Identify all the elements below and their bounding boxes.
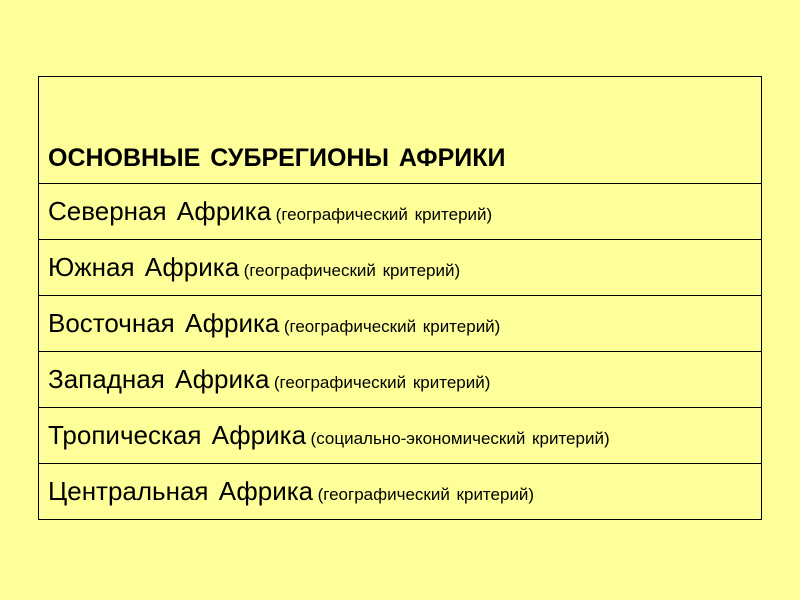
- region-name: Тропическая Африка: [48, 420, 307, 450]
- region-name: Северная Африка: [48, 196, 272, 226]
- subregions-table: [38, 76, 762, 520]
- table-row: [39, 352, 762, 408]
- table-cell: [39, 184, 762, 240]
- table-title: ОСНОВНЫЕ СУБРЕГИОНЫ АФРИКИ: [39, 77, 762, 184]
- table-cell: [39, 240, 762, 296]
- table-row: [39, 184, 762, 240]
- region-criterion: (социально-экономический критерий): [310, 429, 610, 448]
- table-row: [39, 240, 762, 296]
- region-criterion: (географический критерий): [273, 373, 491, 392]
- region-name: Западная Африка: [48, 364, 270, 394]
- table-cell: [39, 408, 762, 464]
- region-name: Южная Африка: [48, 252, 240, 282]
- table-row: [39, 464, 762, 520]
- region-criterion: (географический критерий): [243, 261, 461, 280]
- region-name: Центральная Африка: [48, 476, 314, 506]
- region-name: Восточная Африка: [48, 308, 280, 338]
- table-cell: [39, 352, 762, 408]
- table-cell: [39, 464, 762, 520]
- region-criterion: (географический критерий): [283, 317, 501, 336]
- table-row: [39, 296, 762, 352]
- region-criterion: (географический критерий): [275, 205, 493, 224]
- table-cell: [39, 296, 762, 352]
- region-criterion: (географический критерий): [317, 485, 535, 504]
- table-row: [39, 408, 762, 464]
- table-header-row: [39, 77, 762, 184]
